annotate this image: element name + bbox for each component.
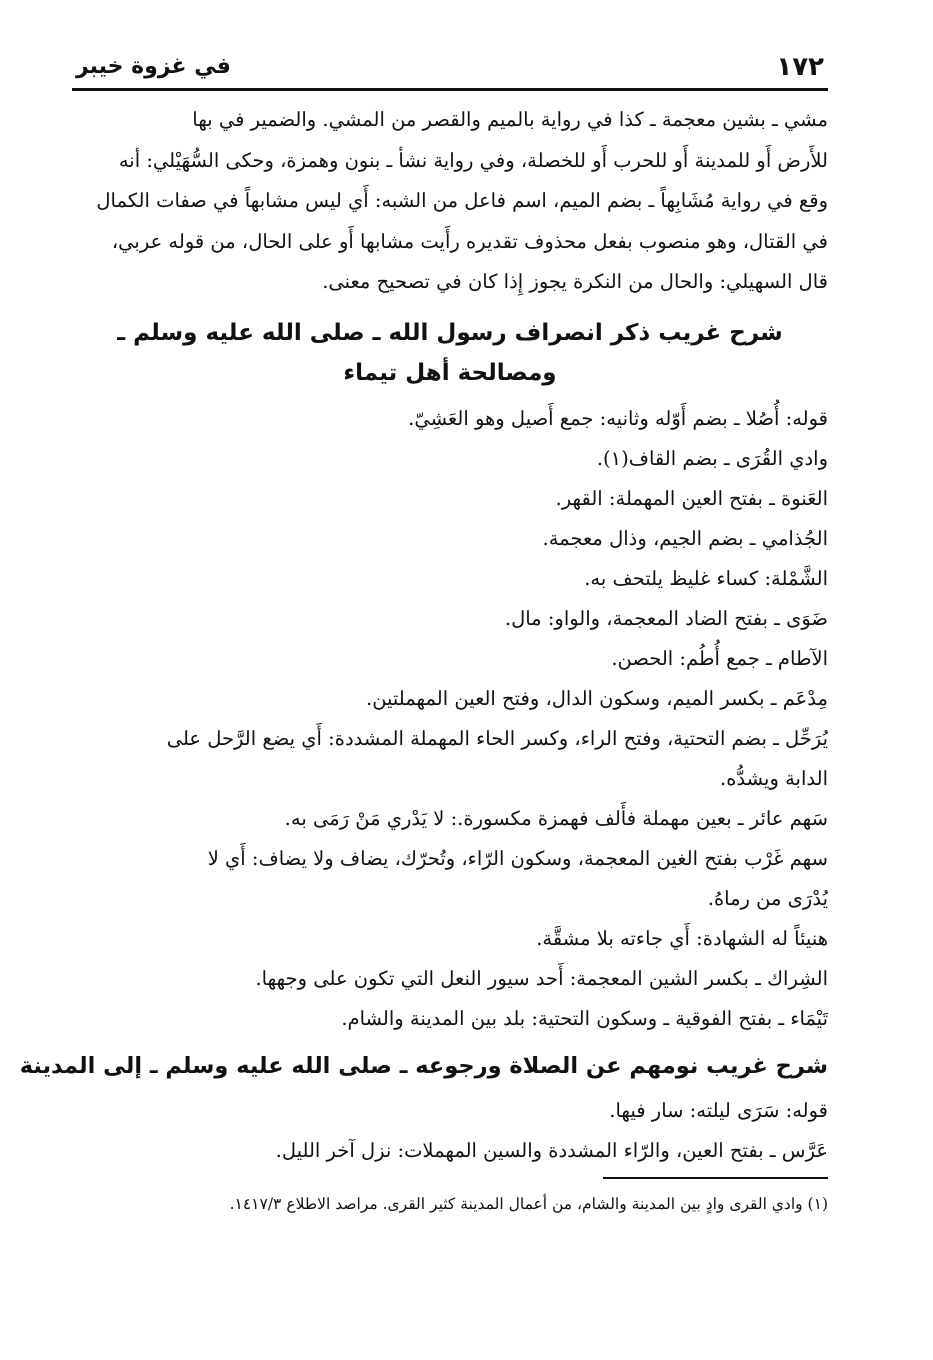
definition-item: سَهم عائر ـ بعين مهملة فأَلف فهمزة مكسورة.: لا يَدْري مَنْ رَمَى به. — [284, 806, 828, 830]
definition-item: الآطام ـ جمع أُطُم: الحصن. — [611, 646, 828, 670]
intro-line: وقع في رواية مُشَابِهاً ـ بضم الميم، اسم فاعل من الشبه: أَي ليس مشابهاً في صفات الكمال — [96, 189, 828, 212]
definition-item: عَرَّس ـ بفتح العين، والرّاء المشددة والسين المهملات: نزل آخر الليل. — [275, 1138, 828, 1162]
footnote-divider — [603, 1177, 828, 1179]
definition-continuation: يُدْرَى من رماهُ. — [707, 886, 828, 910]
definition-continuation: الدابة ويشدُّه. — [720, 766, 828, 790]
section-heading-1-line-1: شرح غريب ذكر انصراف رسول الله ـ صلى الله عليه وسلم ـ — [117, 319, 783, 346]
footnote: (١) وادي القرى وادٍ بين المدينة والشام، من أعمال المدينة كثير القرى. مراصد الاطلاع ١٤١٧/٣. — [229, 1195, 828, 1213]
definition-item: مِدْعَم ـ بكسر الميم، وسكون الدال، وفتح العين المهملتين. — [366, 686, 828, 710]
definitions-list-2 — [72, 1091, 828, 1171]
intro-line: للأَرض أَو للمدينة أَو للحرب أَو للخصلة، وفي رواية نشأ ـ بنون وهمزة، وحكى السُّهَيْلي: أنه — [118, 148, 828, 172]
section-heading-1-line-2: ومصالحة أهل تيماء — [343, 359, 557, 386]
running-title: في غزوة خيبر — [76, 54, 231, 79]
definition-first-line: سهم غَرْب بفتح الغين المعجمة، وسكون الرّاء، وتُحرّك، يضاف ولا يضاف: أَي لا — [207, 846, 828, 870]
definition-item: الشَّمْلة: كساء غليظ يلتحف به. — [584, 566, 828, 590]
page-header — [72, 48, 828, 91]
definition-item-wrapped — [72, 839, 828, 919]
definition-item: قوله: سَرَى ليلته: سار فيها. — [609, 1098, 828, 1122]
intro-paragraph — [72, 100, 828, 303]
definition-item-wrapped — [72, 719, 828, 799]
definition-item: قوله: أُصُلا ـ بضم أَوّله وثانيه: جمع أَصيل وهو العَشِيّ. — [408, 406, 828, 430]
definition-item: ضَوَى ـ بفتح الضاد المعجمة، والواو: مال. — [504, 606, 828, 630]
section-heading-2: شرح غريب نومهم عن الصلاة ورجوعه ـ صلى الله عليه وسلم ـ إلى المدينة — [19, 1052, 828, 1079]
intro-line: مشي ـ بشين معجمة ـ كذا في رواية بالميم والقصر من المشي. والضمير في بها — [192, 108, 828, 131]
section-heading-1 — [72, 313, 828, 393]
definition-item: وادي القُرَى ـ بضم القاف(١). — [596, 446, 828, 470]
intro-line: في القتال، وهو منصوب بفعل محذوف تقديره رأَيت مشابها أَو على الحال، من قوله عربي، — [111, 229, 828, 253]
definition-item: تَيْمَاء ـ بفتح الفوقية ـ وسكون التحتية: بلد بين المدينة والشام. — [341, 1006, 828, 1030]
page-body — [19, 100, 828, 1171]
definition-item: الجُذامي ـ بضم الجيم، وذال معجمة. — [542, 526, 828, 550]
definition-item: العَنوة ـ بفتح العين المهملة: القهر. — [555, 486, 828, 510]
definition-item: هنيئاً له الشهادة: أَي جاءته بلا مشقَّة. — [536, 926, 828, 950]
intro-line: قال السهيلي: والحال من النكرة يجوز إِذا كان في تصحيح معنى. — [322, 270, 828, 293]
definition-item: الشِراك ـ بكسر الشين المعجمة: أَحد سيور النعل التي تكون على وجهها. — [255, 966, 828, 990]
page-number: ١٧٢ — [776, 52, 824, 82]
definition-first-line: يُرَحِّل ـ بضم التحتية، وفتح الراء، وكسر الحاء المهملة المشددة: أَي يضع الرَّحل على — [166, 726, 828, 750]
definitions-list-1 — [72, 399, 828, 1039]
